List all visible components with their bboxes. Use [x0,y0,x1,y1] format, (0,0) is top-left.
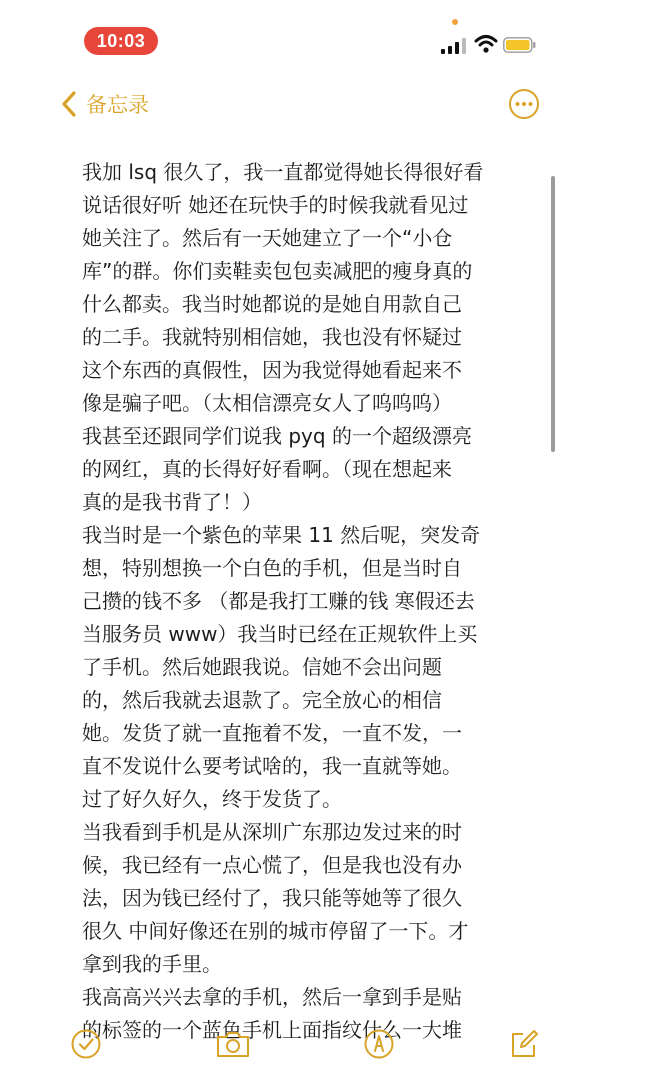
note-line: 当服务员 www）我当时已经在正规软件上买 [82,622,478,646]
note-line: 了手机。然后她跟我说。信她不会出问题 [82,655,442,679]
note-line: 她关注了。然后有一天她建立了一个“小仓 [82,226,453,250]
checklist-icon [70,1028,102,1060]
compose-button[interactable] [508,1028,540,1060]
note-line: 的二手。我就特别相信她，我也没有怀疑过 [82,325,462,349]
status-bar [0,0,645,70]
note-line: 我当时是一个紫色的苹果 11 然后呢，突发奇 [82,523,481,547]
signal-icon [441,38,467,54]
wifi-icon [475,35,497,53]
note-line: 己攒的钱不多 （都是我打工赚的钱 寒假还去 [82,589,475,613]
nav-bar [0,80,645,130]
note-line: 的标签的一个蓝色手机上面指纹什么一大堆 [82,1018,462,1042]
back-button[interactable] [60,86,149,122]
back-label: 备忘录 [86,93,149,117]
note-line: 说话很好听 她还在玩快手的时候我就看见过 [82,193,469,217]
status-time: 10:03 [84,27,158,55]
note-line: 想，特别想换一个白色的手机，但是当时自 [82,556,462,580]
markup-pen-icon [363,1028,395,1060]
note-line: 候，我已经有一点心慌了，但是我也没有办 [82,853,462,877]
note-line: 我甚至还跟同学们说我 pyq 的一个超级漂亮 [82,424,472,448]
note-line: 库”的群。你们卖鞋卖包包卖减肥的瘦身真的 [82,259,473,283]
note-line: 当我看到手机是从深圳广东那边发过来的时 [82,820,462,844]
camera-button[interactable] [215,1028,251,1060]
scrollbar[interactable] [551,176,555,452]
battery-icon [503,37,536,53]
markup-button[interactable] [363,1028,395,1060]
note-line: 的网红，真的长得好好看啊。（现在想起来 [82,457,452,481]
ellipsis-circle-icon[interactable] [508,88,540,120]
note-line: 过了好久好久，终于发货了。 [82,787,342,811]
chevron-left-icon [60,90,78,118]
note-line: 这个东西的真假性，因为我觉得她看起来不 [82,358,462,382]
note-line: 很久 中间好像还在别的城市停留了一下。才 [82,919,469,943]
compose-icon [508,1028,540,1060]
note-line: 拿到我的手里。 [82,952,222,976]
note-line: 她。发货了就一直拖着不发，一直不发，一 [82,721,462,745]
note-line: 的，然后我就去退款了。完全放心的相信 [82,688,442,712]
camera-icon [215,1028,251,1060]
note-line: 真的是我书背了！） [82,490,262,514]
bottom-toolbar [0,1020,645,1070]
note-line: 法，因为钱已经付了，我只能等她等了很久 [82,886,462,910]
note-body[interactable] [82,156,532,1042]
privacy-indicator-dot [452,19,458,25]
checklist-button[interactable] [70,1028,102,1060]
note-line: 直不发说什么要考试啥的，我一直就等她。 [82,754,462,778]
note-line: 像是骗子吧。（太相信漂亮女人了呜呜呜） [82,391,452,415]
note-line: 我加 lsq 很久了，我一直都觉得她长得很好看 [82,160,484,184]
note-line: 我高高兴兴去拿的手机，然后一拿到手是贴 [82,985,462,1009]
note-line: 什么都卖。我当时她都说的是她自用款自己 [82,292,462,316]
